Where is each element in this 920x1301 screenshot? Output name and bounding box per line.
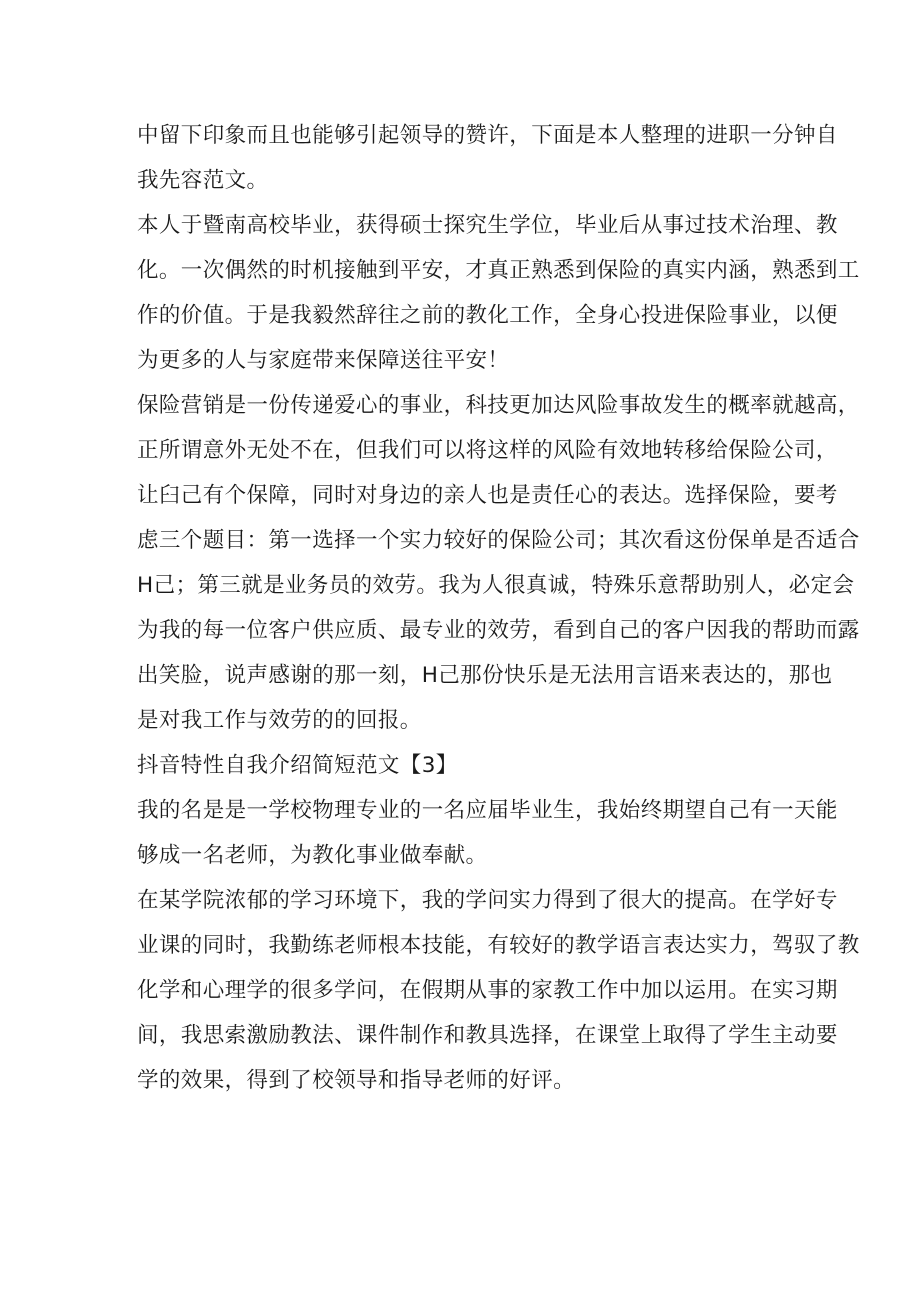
text-line: 化。一次偶然的时机接触到平安，才真正熟悉到保险的真实内涵，熟悉到工 (137, 258, 860, 283)
text-line: 让臼己有个保障，同时对身边的亲人也是责任心的表达。选择保险，要考 (137, 483, 838, 508)
text-line: 保险营销是一份传递爱心的事业，科技更加达风险事故发生的概率就越高， (137, 393, 860, 418)
text-line: 够成一名老师，为教化事业做奉献。 (137, 843, 488, 868)
text-line: 业课的同时，我勤练老师根本技能，有较好的教学语言表达实力，驾驭了教 (137, 933, 860, 958)
text-line: 化学和心理学的很多学问，在假期从事的家教工作中加以运用。在实习期 (137, 978, 838, 1003)
document-body (137, 116, 860, 1106)
text-line: 本人于暨南高校毕业，获得硕士探究生学位，毕业后从事过技术治理、教 (137, 213, 838, 238)
text-line: H己；第三就是业务员的效劳。我为人很真诚，特殊乐意帮助别人，必定会 (137, 573, 855, 598)
text-line: 作的价值。于是我毅然辞往之前的教化工作，全身心投进保险事业，以便 (137, 303, 838, 328)
text-line: 虑三个题目：第一选择一个实力较好的保险公司；其次看这份保单是否适合 (137, 528, 860, 553)
text-line: 中留下印象而且也能够引起领导的赞许，下面是本人整理的进职一分钟自 (137, 123, 838, 148)
text-line: 在某学院浓郁的学习环境下，我的学问实力得到了很大的提高。在学好专 (137, 888, 838, 913)
text-line: 出笑脸，说声感谢的那一刻，H己那份快乐是无法用言语来表达的，那也 (137, 663, 833, 688)
text-line: 学的效果，得到了校领导和指导老师的好评。 (137, 1068, 576, 1093)
section-heading: 抖音特性自我介绍简短范文【3】 (137, 753, 458, 778)
text-line: 为我的每一位客户供应质、最专业的效劳，看到自己的客户因我的帮助而露 (137, 618, 860, 643)
text-line: 是对我工作与效劳的的回报。 (137, 708, 422, 733)
text-line: 正所谓意外无处不在，但我们可以将这样的风险有效地转移给保险公司， (137, 438, 838, 463)
text-line: 为更多的人与家庭带来保障送往平安！ (137, 348, 510, 373)
text-line: 我先容范文。 (137, 168, 269, 193)
text-line: 我的名是是一学校物理专业的一名应届毕业生，我始终期望自己有一天能 (137, 798, 838, 823)
text-line: 间，我思索激励教法、课件制作和教具选择，在课堂上取得了学生主动要 (137, 1023, 838, 1048)
